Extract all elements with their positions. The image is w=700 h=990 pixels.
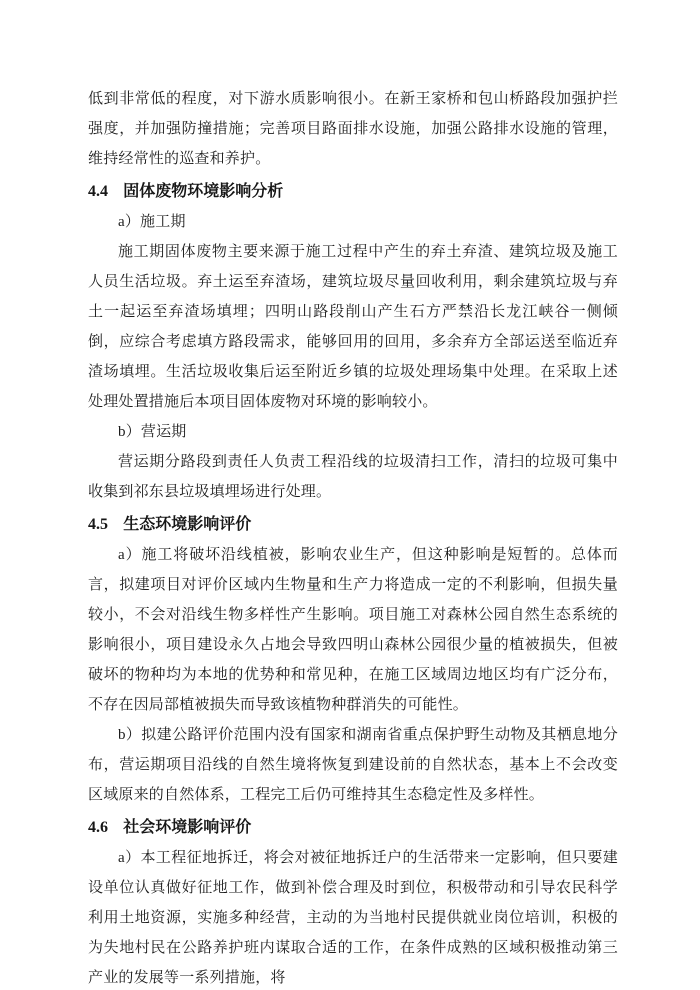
section-heading-4-6 xyxy=(88,813,618,842)
paragraph-construction-period-label: a）施工期 xyxy=(118,214,186,230)
section-heading-4-5 xyxy=(88,510,618,539)
paragraph-social-impact-a: a）本工程征地拆迁，将会对被征地拆迁户的生活带来一定影响，但只要建设单位认真做好征地工作，做到补偿合理及时到位，积极带动和引导农民科学利用土地资源，实施多种经营，主动的为当地村民提供就业岗位培训，积极的为失地村民在公路养护班内谋取合适的工作，在条件成熟的区域积极推动第三产业的发展等一系列措施，将 xyxy=(88,850,618,986)
section-heading-4-4 xyxy=(88,177,618,206)
paragraph-continuation: 低到非常低的程度，对下游水质影响很小。在新王家桥和包山桥路段加强护拦强度，并加强防撞措施；完善项目路面排水设施，加强公路排水设施的管理，维持经常性的巡查和养护。 xyxy=(88,91,618,167)
heading-title: 固体废物环境影响分析 xyxy=(123,183,284,200)
heading-title: 社会环境影响评价 xyxy=(123,819,252,836)
heading-number: 4.6 xyxy=(88,819,108,836)
paragraph-operation-period-body: 营运期分路段到责任人负责工程沿线的垃圾清扫工作，清扫的垃圾可集中收集到祁东县垃圾填埋场进行处理。 xyxy=(88,454,618,500)
paragraph-construction-period-body: 施工期固体废物主要来源于施工过程中产生的弃土弃渣、建筑垃圾及施工人员生活垃圾。弃土运至弃渣场，建筑垃圾尽量回收利用，剩余建筑垃圾与弃土一起运至弃渣场填埋；四明山路段削山产生石方严禁沿长龙江峡谷一侧倾倒，应综合考虑填方路段需求，能够回用的回用，多余弃方全部运送至临近弃渣场填埋。生活垃圾收集后运至附近乡镇的垃圾处理场集中处理。在采取上述处理处置措施后本项目固体废物对环境的影响较小。 xyxy=(88,244,618,410)
heading-number: 4.4 xyxy=(88,183,108,200)
paragraph-operation-period-label: b）营运期 xyxy=(118,424,187,440)
paragraph-eco-impact-b: b）拟建公路评价范围内没有国家和湖南省重点保护野生动物及其栖息地分布，营运期项目沿线的自然生境将恢复到建设前的自然状态，基本上不会改变区域原来的自然体系，工程完工后仍可维持其生态稳定性及多样性。 xyxy=(88,727,618,803)
heading-title: 生态环境影响评价 xyxy=(123,516,252,533)
paragraph-eco-impact-a: a）施工将破坏沿线植被，影响农业生产，但这种影响是短暂的。总体而言，拟建项目对评价区域内生物量和生产力将造成一定的不利影响，但损失量较小，不会对沿线生物多样性产生影响。项目施工对森林公园自然生态系统的影响很小，项目建设永久占地会导致四明山森林公园很少量的植被损失，但被破坏的物种均为本地的优势种和常见种，在施工区域周边地区均有广泛分布，不存在因局部植被损失而导致该植物种群消失的可能性。 xyxy=(88,547,618,713)
page-content xyxy=(88,84,618,990)
heading-number: 4.5 xyxy=(88,516,108,533)
